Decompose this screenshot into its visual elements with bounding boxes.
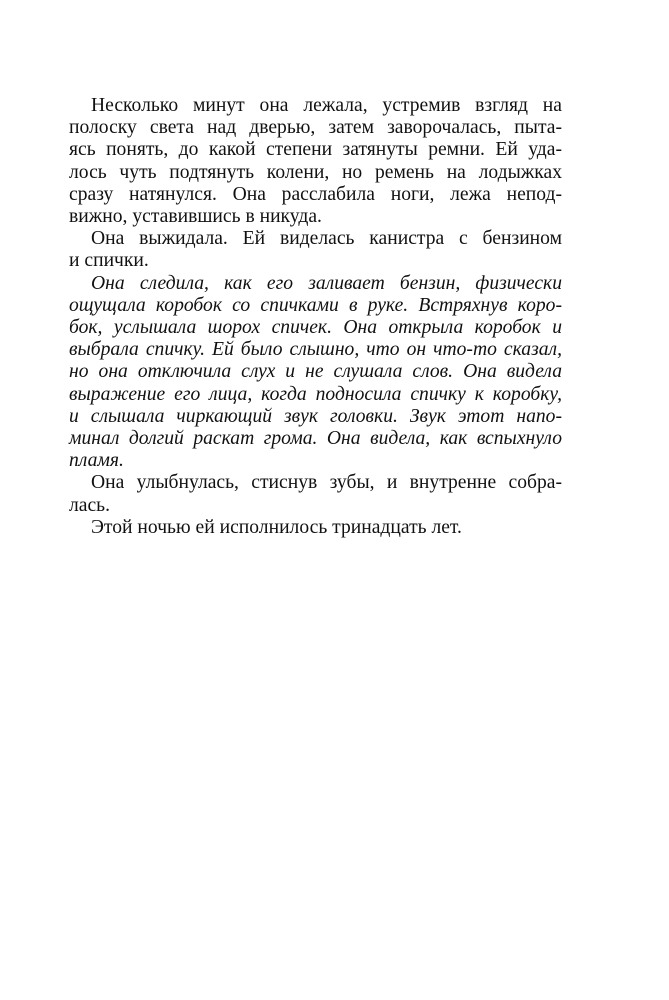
text-line: Несколько минут она лежала, устремив взгляд на — [91, 95, 562, 116]
text-line: лось чуть подтянуть колени, но ремень на лодыжках — [69, 161, 562, 183]
text-line: ясь понять, до какой степени затянуты ремни. Ей уда- — [69, 139, 562, 161]
text-line: ощущала коробок со спичками в руке. Встряхнув коро- — [69, 294, 562, 316]
text-line: сразу натянулся. Она расслабила ноги, лежа непод- — [69, 183, 562, 205]
text-line: минал долгий раскат грома. Она видела, как вспыхнуло — [69, 428, 562, 450]
text-line: Она улыбнулась, стиснув зубы, и внутренне собра- — [91, 472, 562, 494]
text-line: Этой ночью ей исполнилось тринадцать лет. — [91, 516, 462, 538]
text-line: Она выжидала. Ей виделась канистра с бензином — [91, 228, 562, 250]
paragraph-1 — [69, 95, 562, 228]
text-line: лась. — [69, 494, 111, 516]
page-body — [69, 95, 562, 539]
text-line: выбрала спичку. Ей было слышно, что он что-то сказал, — [69, 339, 562, 361]
text-line: и слышала чиркающий звук головки. Звук этот напо- — [69, 405, 562, 427]
text-line: полоску света над дверью, затем заворочалась, пыта- — [69, 117, 562, 139]
text-line: вижно, уставившись в никуда. — [69, 206, 322, 228]
text-line: и спички. — [69, 250, 149, 272]
text-line: Она следила, как его заливает бензин, физически — [91, 272, 562, 294]
paragraph-5 — [69, 517, 562, 539]
paragraph-3-italic — [69, 273, 562, 473]
text-line: выражение его лица, когда подносила спичку к коробку, — [69, 383, 562, 405]
text-line: пламя. — [69, 450, 124, 472]
paragraph-4 — [69, 472, 562, 516]
text-line: но она отключила слух и не слушала слов. Она видела — [69, 361, 562, 383]
paragraph-2 — [69, 228, 562, 272]
text-line: бок, услышала шорох спичек. Она открыла коробок и — [69, 317, 562, 339]
